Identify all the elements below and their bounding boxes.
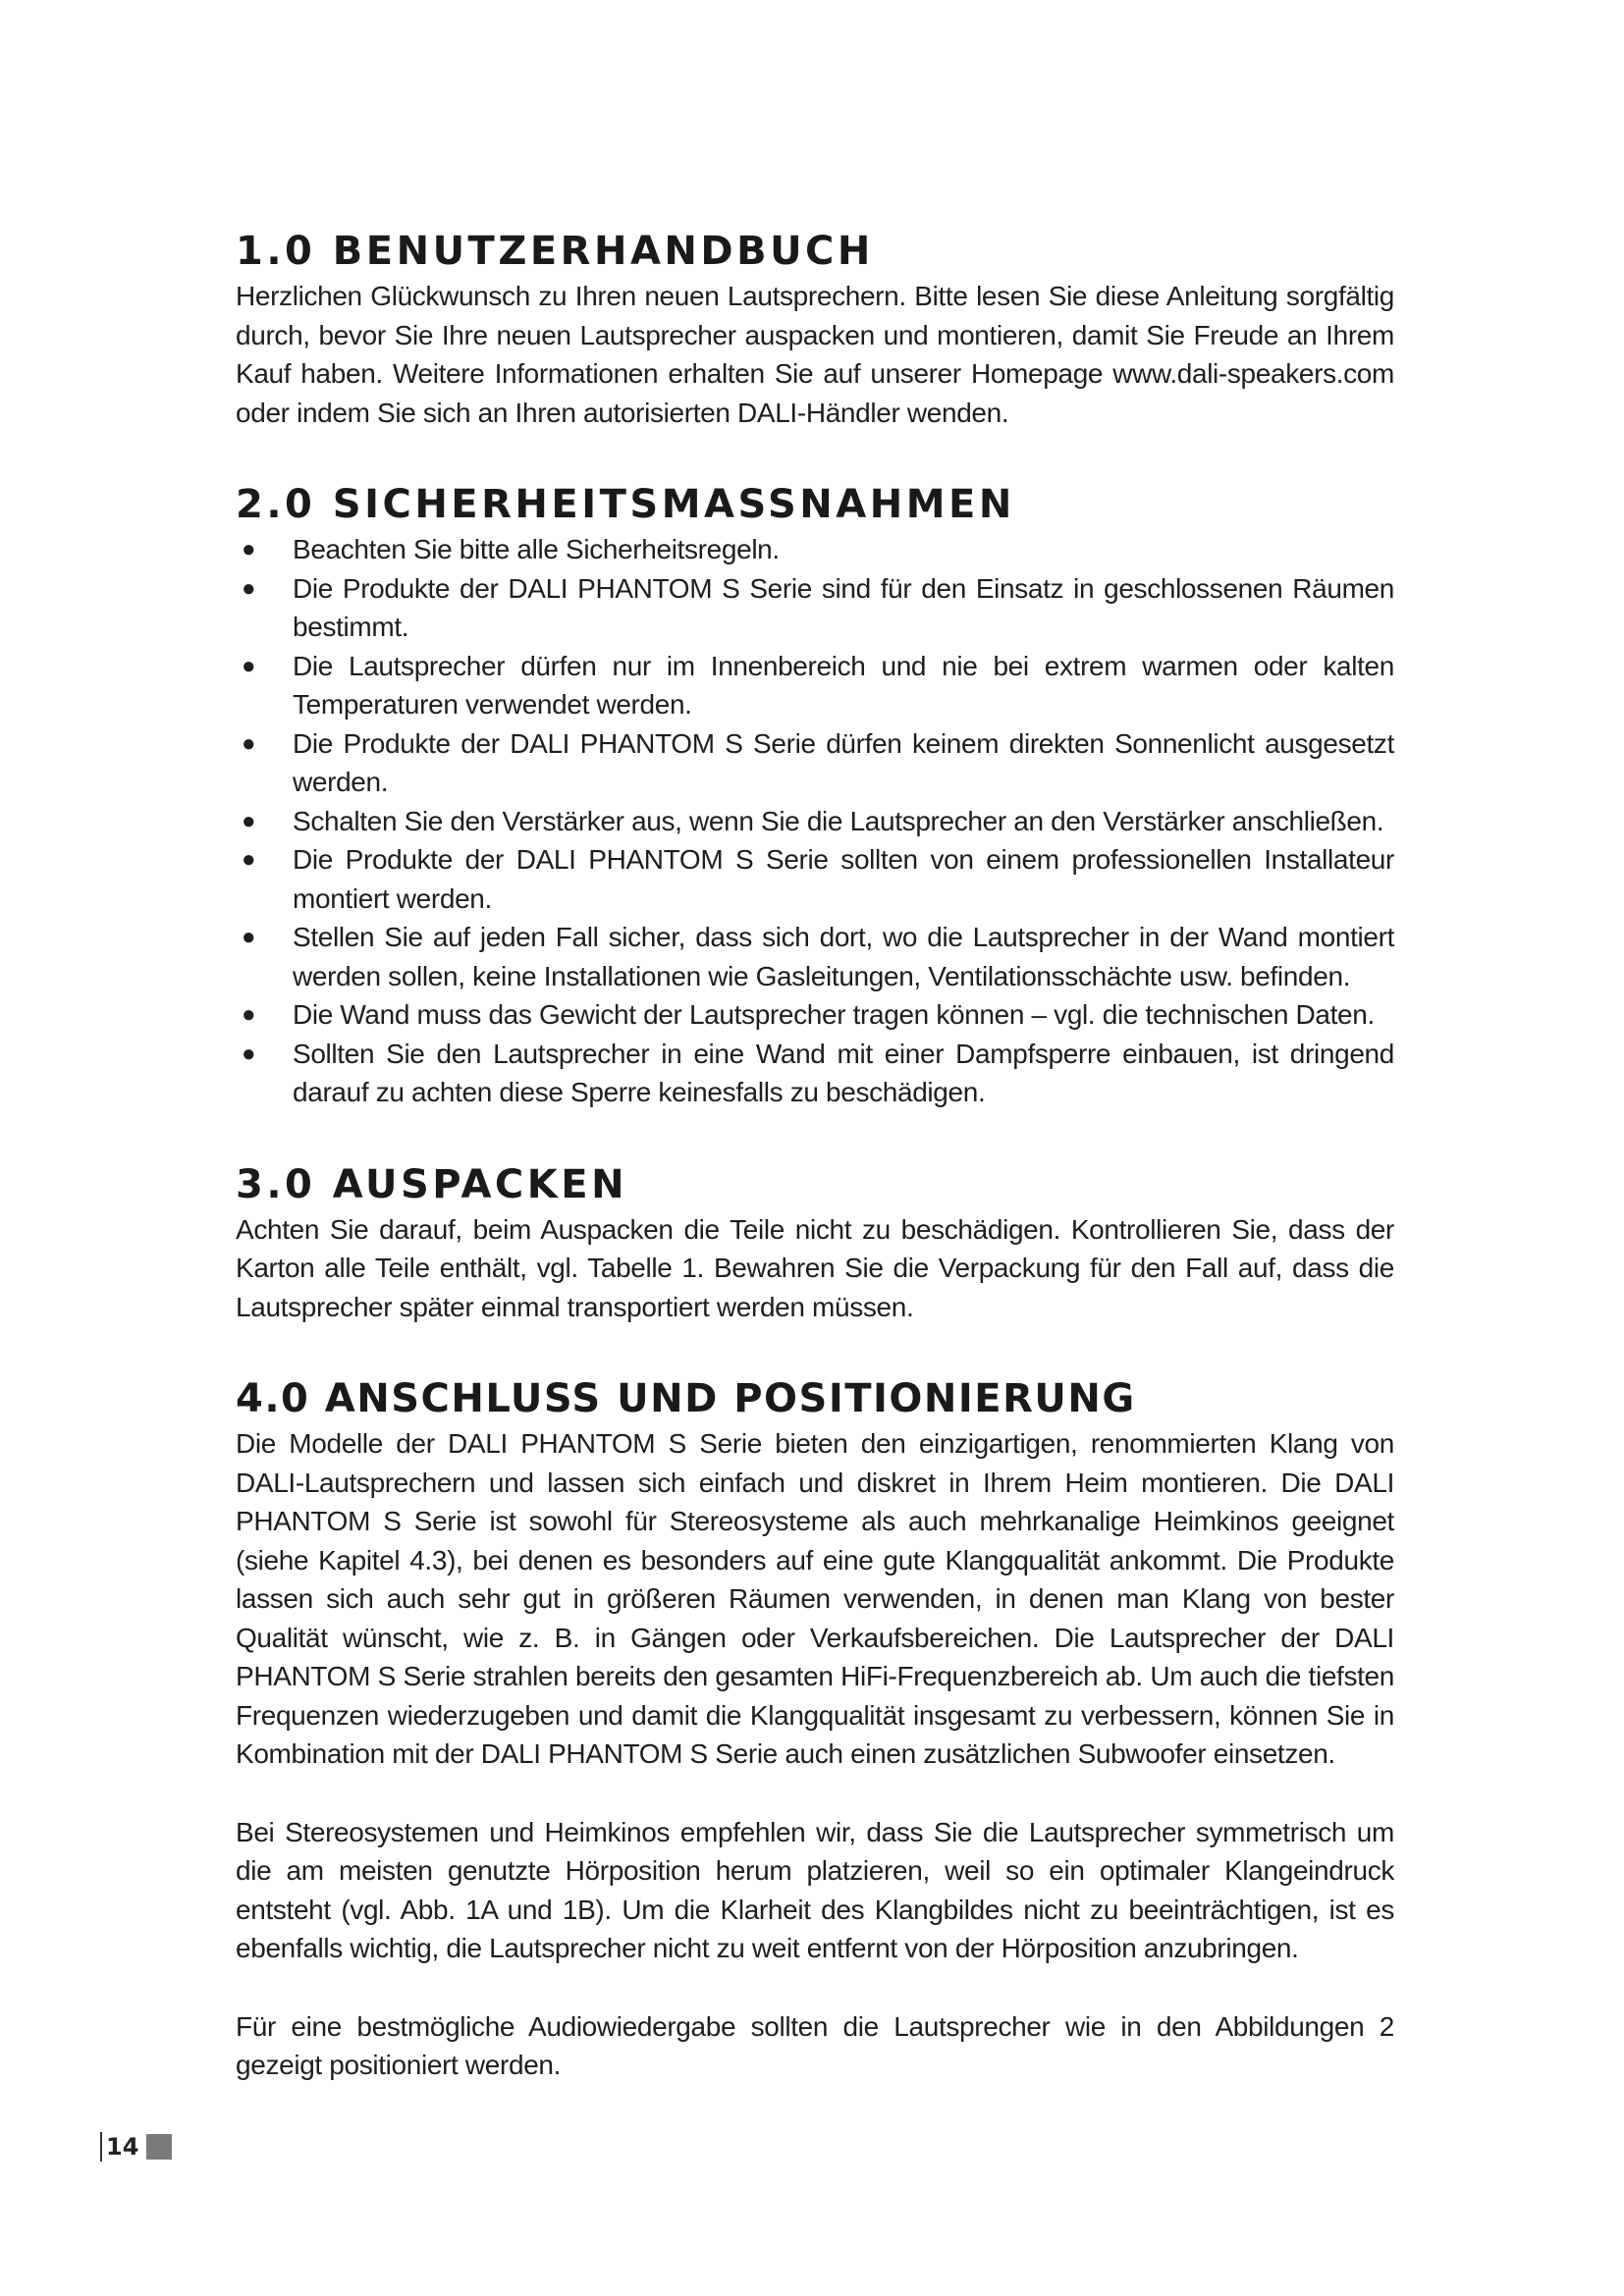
list-item [236, 995, 1394, 1035]
list-item [236, 918, 1394, 995]
section-paragraph: Achten Sie darauf, beim Auspacken die Teile nicht zu beschädigen. Kontrollieren Sie, dass der Karton alle Teile enthält, vgl. Tabelle 1. Bewahren Sie die Verpackung für den Fall auf, dass die Lautsprecher später einmal transportiert werden müssen. [236, 1213, 1394, 1322]
bullet-icon: ● [242, 652, 256, 679]
section-heading: 4.0 ANSCHLUSS UND POSITIONIERUNG [236, 1376, 1136, 1421]
list-item [236, 569, 1394, 647]
section-sicherheitsmassnahmen [236, 481, 1394, 1112]
list-item [236, 647, 1394, 724]
section-paragraph: Für eine bestmögliche Audiowiedergabe sollten die Lautsprecher wie in den Abbildungen 2 gezeigt positioniert werden. [236, 2010, 1394, 2080]
bullet-icon: ● [242, 807, 256, 834]
list-item-text: Die Lautsprecher dürfen nur im Innenbereich und nie bei extrem warmen oder kalten Temperaturen verwendet werden. [293, 650, 1394, 720]
list-item-text: Beachten Sie bitte alle Sicherheitsregeln. [293, 534, 780, 564]
list-item [236, 1035, 1394, 1112]
list-item [236, 802, 1394, 841]
section-heading: 1.0 BENUTZERHANDBUCH [236, 229, 874, 274]
square-icon [146, 2134, 172, 2160]
section-anschluss-und-positionierung [236, 1375, 1394, 2085]
list-item [236, 530, 1394, 569]
section-benutzerhandbuch [236, 228, 1394, 432]
list-item [236, 840, 1394, 918]
list-item-text: Sollten Sie den Lautsprecher in eine Wand mit einer Dampfsperre einbauen, ist dringend darauf zu achten diese Sperre keinesfalls zu beschädigen. [293, 1038, 1394, 1107]
section-heading: 3.0 AUSPACKEN [236, 1161, 628, 1207]
list-item-text: Stellen Sie auf jeden Fall sicher, dass sich dort, wo die Lautsprecher in der Wand montiert werden sollen, keine Installationen wie Gasleitungen, Ventilationsschächte usw. befinden. [293, 922, 1394, 991]
document-page [236, 228, 1394, 2085]
list-item-text: Schalten Sie den Verstärker aus, wenn Sie die Lautsprecher an den Verstärker anschließen. [293, 805, 1384, 836]
page-footer [100, 2132, 172, 2162]
footer-divider [100, 2132, 102, 2162]
section-auspacken [236, 1161, 1394, 1327]
section-paragraph: Herzlichen Glückwunsch zu Ihren neuen Lautsprechern. Bitte lesen Sie diese Anleitung sorgfältig durch, bevor Sie Ihre neuen Lautsprecher auspacken und montieren, damit Sie Freude an Ihrem Kauf haben. Weitere Informationen erhalten Sie auf unserer Homepage www.dali-speakers.com oder indem Sie sich an Ihren autorisierten DALI-Händler wenden. [236, 281, 1394, 428]
bullet-icon: ● [242, 1040, 256, 1067]
safety-list [236, 530, 1394, 1112]
bullet-icon: ● [242, 574, 256, 602]
bullet-icon: ● [242, 1001, 256, 1028]
list-item-text: Die Produkte der DALI PHANTOM S Serie dürfen keinem direkten Sonnenlicht ausgesetzt werden. [293, 727, 1394, 797]
list-item-text: Die Wand muss das Gewicht der Lautsprecher tragen können – vgl. die technischen Daten. [293, 999, 1375, 1030]
section-paragraph: Die Modelle der DALI PHANTOM S Serie bieten den einzigartigen, renommierten Klang von DALI-Lautsprechern und lassen sich einfach und diskret in Ihrem Heim montieren. Die DALI PHANTOM S Serie ist sowohl für Stereosysteme als auch mehrkanalige Heimkinos geeignet (siehe Kapitel 4.3), bei denen es besonders auf eine gute Klangqualität ankommt. Die Produkte lassen sich auch sehr gut in größeren Räumen verwenden, in denen man Klang von bester Qualität wünscht, wie z. B. in Gängen oder Verkaufsbereichen. Die Lautsprecher der DALI PHANTOM S Serie strahlen bereits den gesamten HiFi-Frequenzbereich ab. Um auch die tiefsten Frequenzen wiederzugeben und damit die Klangqualität insgesamt zu verbessern, können Sie in Kombination mit der DALI PHANTOM S Serie auch einen zusätzlichen Subwoofer einsetzen. [236, 1428, 1394, 1769]
list-item [236, 724, 1394, 802]
bullet-icon: ● [242, 924, 256, 950]
list-item-text: Die Produkte der DALI PHANTOM S Serie sind für den Einsatz in geschlossenen Räumen bestimmt. [293, 572, 1394, 642]
section-paragraph: Bei Stereosystemen und Heimkinos empfehlen wir, dass Sie die Lautsprecher symmetrisch um die am meisten genutzte Hörposition herum platzieren, weil so ein optimaler Klangeindruck entsteht (vgl. Abb. 1A und 1B). Um die Klarheit des Klangbildes nicht zu beeinträchtigen, ist es ebenfalls wichtig, die Lautsprecher nicht zu weit entfernt von der Hörposition anzubringen. [236, 1816, 1394, 1963]
page-number: 14 [106, 2133, 139, 2161]
bullet-icon: ● [242, 536, 256, 562]
bullet-icon: ● [242, 729, 256, 757]
section-heading: 2.0 SICHERHEITSMASSNAHMEN [236, 482, 1015, 527]
list-item-text: Die Produkte der DALI PHANTOM S Serie sollten von einem professionellen Installateur montiert werden. [293, 844, 1394, 914]
bullet-icon: ● [242, 846, 256, 873]
